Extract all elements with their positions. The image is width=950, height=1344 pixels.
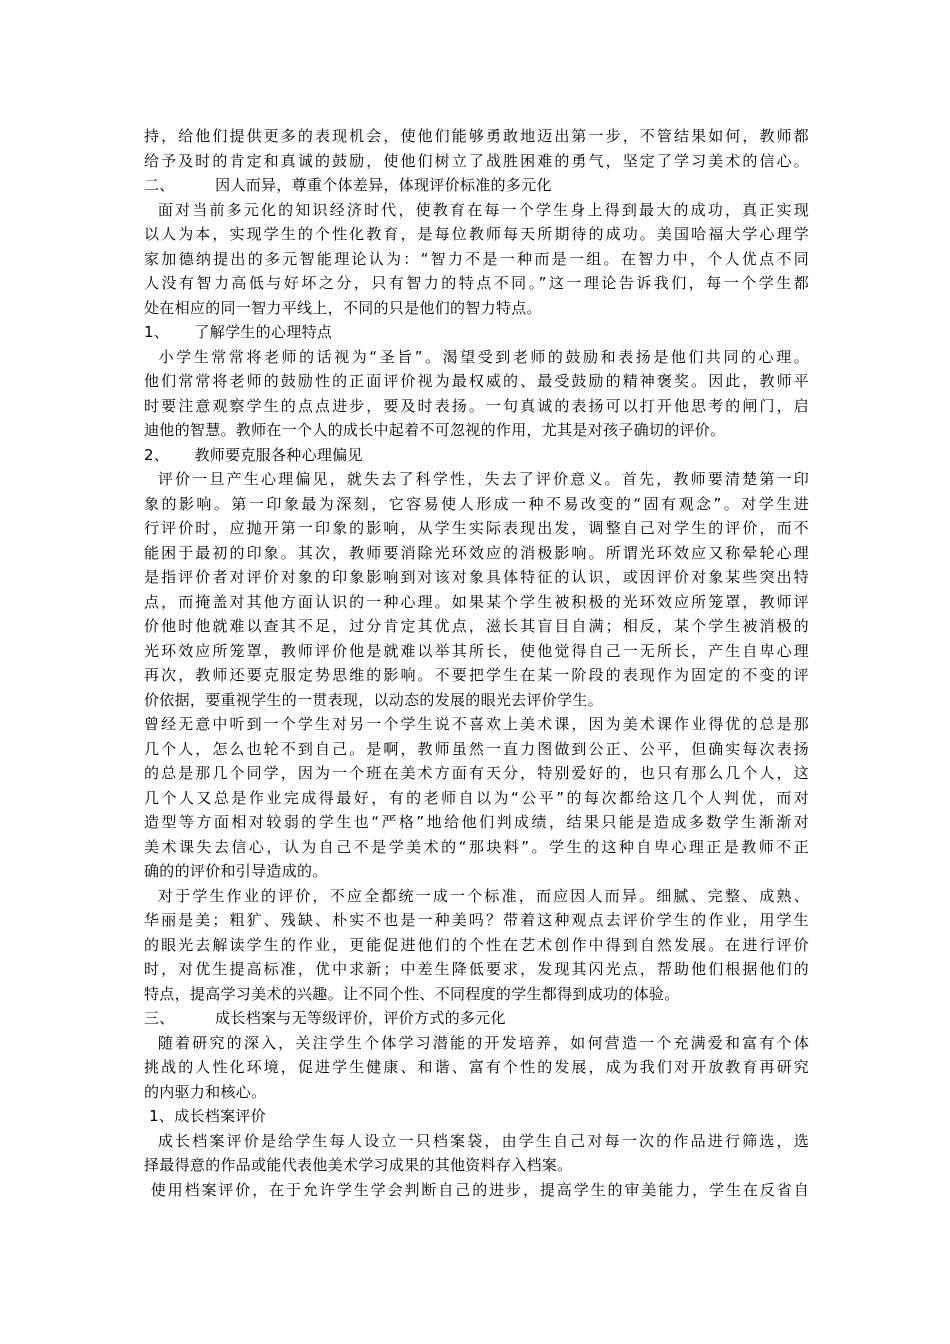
body-text-line: 行评价时，应抛开第一印象的影响，从学生实际表现出发，调整自己对学生的评价，而不 (144, 519, 809, 537)
body-text-line: 价依据，要重视学生的一贯表现，以动态的发展的眼光去评价学生。 (144, 690, 604, 709)
body-text-line: 人没有智力高低与好坏之分，只有智力的特点不同。”这一理论告诉我们，每一个学生都 (144, 274, 809, 292)
body-text-line: 使用档案评价，在于允许学生学会判断自己的进步，提高学生的审美能力，学生在反省自 (144, 1180, 809, 1199)
body-text-line: 华丽是美；粗犷、残缺、朴实不也是一种美吗？带着这种观点去评价学生的作业，用学生 (144, 911, 809, 929)
body-text-line: 择最得意的作品或能代表他美术学习成果的其他资料存入档案。 (144, 1156, 573, 1174)
body-text-line: 评价一旦产生心理偏见，就失去了科学性，失去了评价意义。首先，教师要清楚第一印 (144, 470, 809, 488)
body-text-line: 成长档案评价是给学生每人设立一只档案袋，由学生自己对每一次的作品进行筛选，选 (144, 1131, 809, 1150)
subsection-heading-growth-archive: 1、成长档案评价 (144, 1107, 267, 1125)
body-text-line: 特点，提高学习美术的兴趣。让不同个性、不同程度的学生都得到成功的体验。 (144, 984, 680, 1003)
body-text-line: 能困于最初的印象。其次，教师要消除光环效应的消极影响。所谓光环效应又称晕轮心理 (144, 543, 809, 562)
body-text-line: 光环效应所笼罩，教师评价他是就难以举其所长，使他觉得自己一无所长，产生自卑心理 (144, 641, 809, 660)
body-text-line: 迪他的智慧。教师在一个人的成长中起着不可忽视的作用，尤其是对孩子确切的评价。 (144, 421, 726, 439)
body-text-line: 曾经无意中听到一个学生对另一个学生说不喜欢上美术课，因为美术课作业得优的总是那 (144, 715, 809, 733)
body-text-line: 象的影响。第一印象最为深刻，它容易使人形成一种不易改变的“固有观念”。对学生进 (144, 494, 809, 513)
body-text-line: 给予及时的肯定和真诚的鼓励，使他们树立了战胜困难的勇气，坚定了学习美术的信心。 (144, 151, 809, 170)
body-text-line: 小学生常常将老师的话视为“圣旨”。渴望受到老师的鼓励和表扬是他们共同的心理。 (144, 347, 809, 366)
body-text-line: 他们常常将老师的鼓励性的正面评价视为最权威的、最受鼓励的精神褒奖。因此，教师平 (144, 372, 809, 390)
body-text-line: 家加德纳提出的多元智能理论认为：“智力不是一种而是一组。在智力中，个人优点不同 (144, 249, 809, 268)
body-text-line: 美术课失去信心，认为自己不是学美术的“那块料”。学生的这种自卑心理正是教师不正 (144, 837, 809, 856)
body-text-line: 持，给他们提供更多的表现机会，使他们能够勇敢地迈出第一步，不管结果如何，教师都 (144, 127, 809, 145)
body-text-line: 点，而掩盖对其他方面认识的一种心理。如果某个学生被积极的光环效应所笼罩，教师评 (144, 592, 809, 611)
body-text-line: 以人为本，实现学生的个性化教育，是每位教师每天所期待的成功。美国哈福大学心理学 (144, 225, 809, 243)
body-text-line: 处在相应的同一智力平线上，不同的只是他们的智力特点。 (144, 298, 542, 317)
body-text-line: 时要注意观察学生的点点进步，要及时表扬。一句真诚的表扬可以打开他思考的闸门，启 (144, 396, 809, 415)
subsection-heading-2: 2、 教师要克服各种心理偏见 (144, 445, 363, 464)
body-text-line: 随着研究的深入，关注学生个体学习潜能的开发培养，如何营造一个充满爱和富有个体 (144, 1033, 809, 1052)
body-text-line: 几个人又总是作业完成得最好，有的老师自以为“公平”的每次都给这几个人判优，而对 (144, 788, 809, 807)
document-page (144, 124, 809, 1202)
section-heading-3: 三、 成长档案与无等级评价，评价方式的多元化 (144, 1009, 506, 1027)
subsection-heading-1: 1、 了解学生的心理特点 (144, 323, 333, 341)
body-text-line: 的内驱力和核心。 (144, 1082, 267, 1101)
body-text-line: 造型等方面相对较弱的学生也“严格”地给他们判成绩，结果只能是造成多数学生渐渐对 (144, 813, 809, 831)
body-text-line: 的总是那几个同学，因为一个班在美术方面有天分，特别爱好的，也只有那么几个人，这 (144, 764, 809, 782)
body-text-line: 确的的评价和引导造成的。 (144, 862, 328, 880)
body-text-line: 再次，教师还要克服定势思维的影响。不要把学生在某一阶段的表现作为固定的不变的评 (144, 666, 809, 684)
body-text-line: 挑战的人性化环境，促进学生健康、和谐、富有个性的发展，成为我们对开放教育再研究 (144, 1058, 809, 1076)
body-text-line: 的眼光去解读学生的作业，更能促进他们的个性在艺术创作中得到自然发展。在进行评价 (144, 935, 809, 954)
body-text-line: 价他时他就难以查其不足，过分肯定其优点，滋长其盲目自满；相反，某个学生被消极的 (144, 617, 809, 635)
body-text-line: 对于学生作业的评价，不应全都统一成一个标准，而应因人而异。细腻、完整、成熟、 (144, 886, 809, 905)
body-text-line: 面对当前多元化的知识经济时代，使教育在每一个学生身上得到最大的成功，真正实现 (144, 200, 809, 219)
body-text-line: 是指评价者对评价对象的印象影响到对该对象具体特征的认识，或因评价对象某些突出特 (144, 568, 809, 586)
body-text-line: 几个人，怎么也轮不到自己。是啊，教师虽然一直力图做到公正、公平，但确实每次表扬 (144, 739, 809, 758)
section-heading-2: 二、 因人而异，尊重个体差异，体现评价标准的多元化 (144, 176, 552, 194)
body-text-line: 时，对优生提高标准，优中求新；中差生降低要求，发现其闪光点，帮助他们根据他们的 (144, 960, 809, 978)
